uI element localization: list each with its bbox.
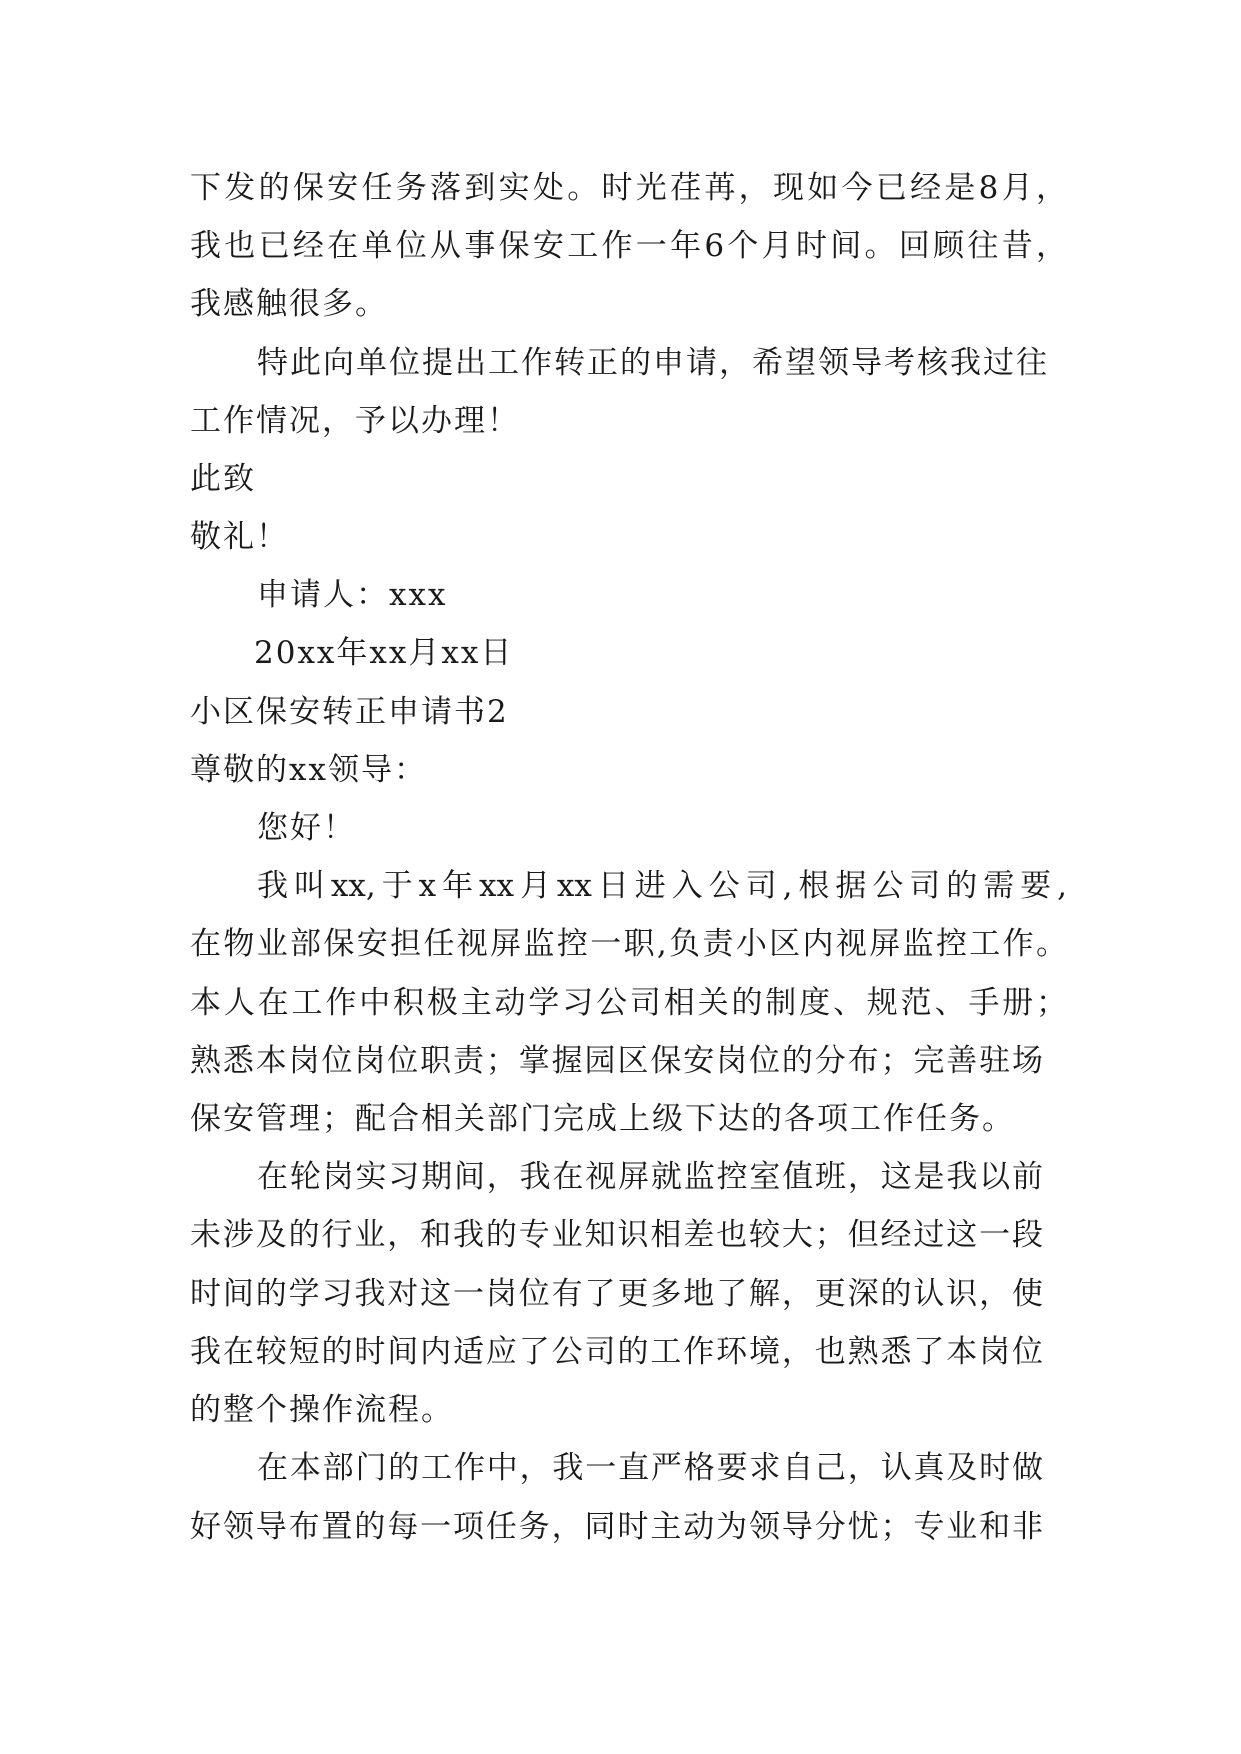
text-line-17: 保安管理；配合相关部门完成上级下达的各项工作任务。 <box>190 1101 1015 1137</box>
text-line-20: 时间的学习我对这一岗位有了更多地了解，更深的认识，使 <box>190 1276 1043 1312</box>
text-line-3: 我感触很多。 <box>190 286 388 322</box>
text-line-16: 熟悉本岗位岗位职责；掌握园区保安岗位的分布；完善驻场 <box>190 1043 1043 1079</box>
text-line-22: 的整个操作流程。 <box>190 1392 454 1428</box>
text-line-14: 在物业部保安担任视屏监控一职,负责小区内视屏监控工作。 <box>190 926 1067 962</box>
text-line-15: 本人在工作中积极主动学习公司相关的制度、规范、手册； <box>190 985 1067 1021</box>
text-line-18: 在轮岗实习期间，我在视屏就监控室值班，这是我以前 <box>257 1159 1043 1195</box>
section-title: 小区保安转正申请书2 <box>190 694 509 730</box>
text-line-2: 我也已经在单位从事保安工作一年6个月时间。回顾往昔， <box>190 228 1067 264</box>
text-line-24: 好领导布置的每一项任务，同时主动为领导分忧；专业和非 <box>190 1509 1043 1545</box>
text-line-5: 工作情况，予以办理！ <box>190 403 520 439</box>
hello-line: 您好！ <box>257 810 356 846</box>
text-line-19: 未涉及的行业，和我的专业知识相差也较大；但经过这一段 <box>190 1217 1043 1253</box>
date-line: 20xx年xx月xx日 <box>254 635 514 671</box>
text-line-13: 我叫xx,于x年xx月xx日进入公司,根据公司的需要, <box>257 868 1067 904</box>
text-line-23: 在本部门的工作中，我一直严格要求自己，认真及时做 <box>257 1450 1043 1486</box>
text-line-21: 我在较短的时间内适应了公司的工作环境，也熟悉了本岗位 <box>190 1334 1043 1370</box>
applicant-line: 申请人：xxx <box>257 577 448 613</box>
text-line-1: 下发的保安任务落到实处。时光荏苒，现如今已经是8月， <box>190 170 1067 206</box>
text-line-4: 特此向单位提出工作转正的申请，希望领导考核我过往 <box>257 345 1049 381</box>
salutation-cizhi: 此致 <box>190 461 256 497</box>
salutation-jingli: 敬礼！ <box>190 519 289 555</box>
greeting-line: 尊敬的xx领导： <box>190 752 427 788</box>
